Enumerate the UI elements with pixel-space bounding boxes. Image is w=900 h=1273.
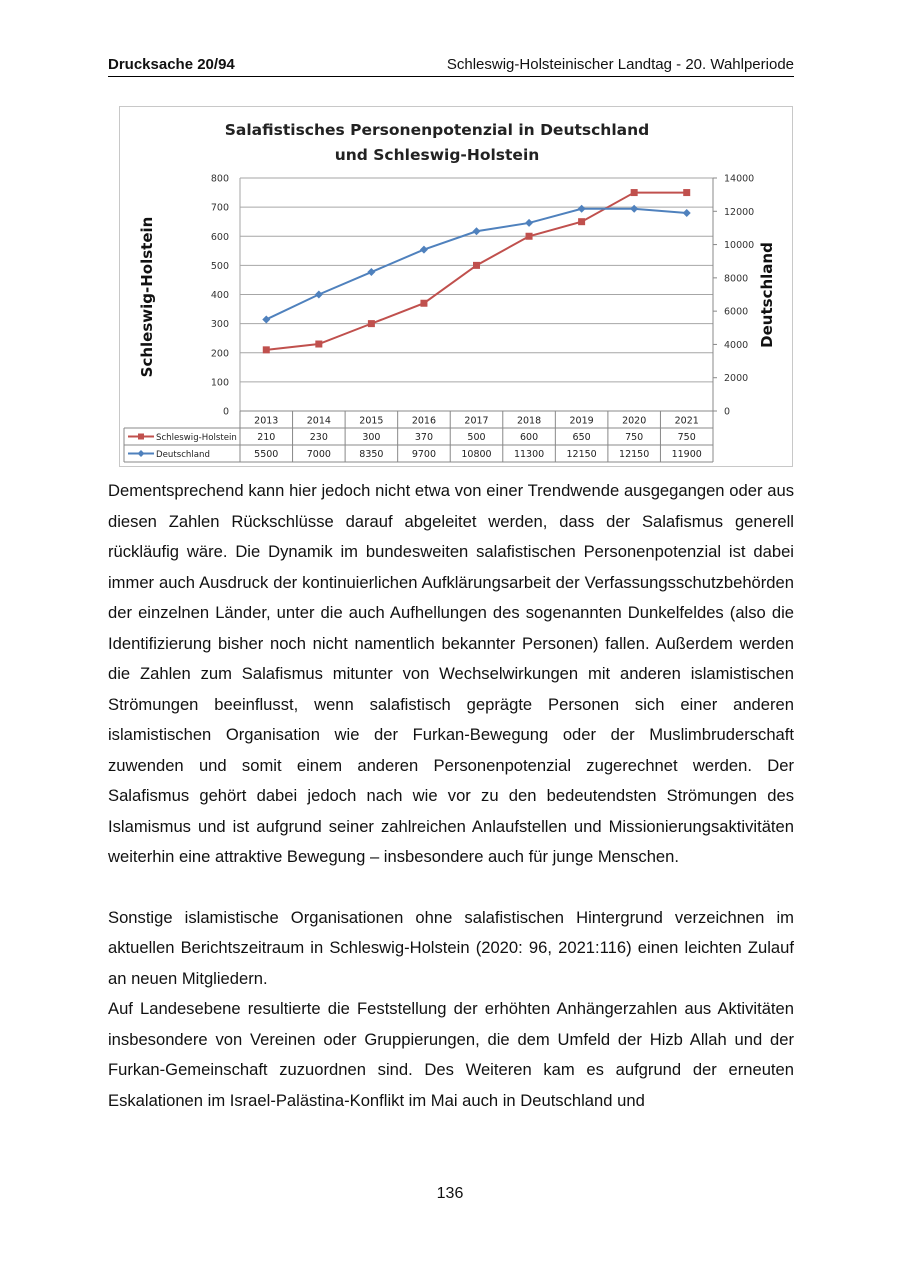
chart-title-line: Salafistisches Personenpotenzial in Deutschland [224, 121, 650, 139]
paragraph-3: Auf Landesebene resultierte die Feststellung der erhöhten Anhängerzahlen aus Aktivitäten insbesondere von Vereinen oder Gruppierungen, die dem Umfeld der Hizb Allah und der Furkan-Gemeinschaft zuzuordnen sind. Des Weiteren kam es aufgrund der erneuten Eskalationen im Israel-Palästina-Konflikt im Mai auch in Deutschland und [108, 999, 794, 1110]
data-point [263, 346, 270, 353]
y-left-tick-label: 600 [210, 231, 229, 243]
y-right-tick-label: 0 [724, 406, 731, 418]
x-tick-label: 2019 [569, 415, 594, 427]
data-point [683, 189, 690, 196]
data-point [262, 315, 270, 323]
y-right-tick-label: 14000 [724, 173, 755, 185]
legend-key-marker [138, 434, 144, 440]
data-label: 11300 [513, 449, 545, 460]
document-number: Drucksache 20/94 [108, 56, 235, 73]
paragraph-2: Sonstige islamistische Organisationen ohne salafistischen Hintergrund verzeichnen im aktuellen Berichtszeitraum in Schleswig-Holstein (2020: 96, 2021:116) einen leichten Zulauf an neuen Mitgliedern. [108, 907, 794, 988]
data-point [315, 291, 323, 299]
x-tick-label: 2014 [306, 415, 331, 427]
x-tick-label: 2016 [411, 415, 437, 427]
data-label: 650 [572, 432, 591, 443]
x-tick-label: 2020 [622, 415, 647, 427]
data-point [578, 205, 586, 213]
series-line [266, 193, 686, 350]
data-point [367, 268, 375, 276]
parliament-title: Schleswig-Holsteinischer Landtag - 20. Wahlperiode [446, 56, 794, 73]
data-label: 12150 [619, 449, 650, 460]
y-right-tick-label: 12000 [724, 206, 755, 218]
data-label: 600 [519, 432, 539, 443]
line-chart [120, 107, 792, 466]
y-right-tick-label: 2000 [724, 373, 749, 385]
data-label: 11900 [671, 449, 702, 460]
legend-label: Schleswig-Holstein [156, 433, 237, 443]
data-label: 10800 [461, 449, 492, 460]
data-label: 500 [467, 432, 486, 443]
y-left-tick-label: 800 [210, 173, 229, 185]
chart-figure [119, 106, 793, 467]
x-tick-label: 2017 [464, 415, 489, 427]
data-point [631, 189, 638, 196]
y-right-tick-label: 10000 [724, 240, 755, 252]
y-left-axis-title: Schleswig-Holstein [138, 216, 156, 378]
data-label: 230 [309, 432, 328, 443]
x-tick-label: 2018 [516, 415, 542, 427]
paragraph-1: Dementsprechend kann hier jedoch nicht etwa von einer Trendwende ausgegangen oder aus diesen Zahlen Rückschlüsse darauf abgeleitet werden, dass der Salafismus generell rückläufig wäre. Die Dynamik im bundesweiten salafistischen Personenpotenzial ist dabei immer auch Ausdruck der kontinuierlichen Aufklärungsarbeit der Verfassungsschutzbehörden der einzelnen Länder, unter die auch Aufhellungen des sogenannten Dunkelfeldes (also die Identifizierung bisher noch nicht namentlich bekannter Personen) fallen. Außerdem werden die Zahlen zum Salafismus mitunter von Wechselwirkungen mit anderen islamistischen Strömungen beeinflusst, wenn salafistisch geprägte Personen sich einer anderen islamistischen Organisation wie der Furkan-Bewegung oder der Muslimbruderschaft zuwenden und somit einem anderen Personenpotenzial zugerechnet werden. Der Salafismus gehört dabei jedoch nach wie vor zu den bedeutendsten Strömungen des Islamismus und ist aufgrund seiner zahlreichen Anlaufstellen und Missionierungsaktivitäten weiterhin eine attraktive Bewegung – insbesondere auch für junge Menschen. [108, 481, 794, 866]
page-number: 136 [436, 1185, 464, 1202]
data-point [683, 209, 691, 217]
data-label: 12150 [566, 449, 597, 460]
data-label: 300 [362, 432, 381, 443]
y-right-tick-label: 8000 [724, 273, 749, 285]
data-label: 7000 [306, 449, 331, 460]
data-point [368, 320, 375, 327]
y-left-tick-label: 0 [222, 406, 229, 418]
y-left-tick-label: 500 [210, 260, 229, 272]
data-label: 750 [625, 432, 644, 443]
data-point [578, 218, 585, 225]
y-left-tick-label: 400 [210, 290, 229, 301]
y-right-axis-title: Deutschland [758, 242, 776, 348]
data-label: 750 [677, 432, 696, 443]
x-tick-label: 2015 [359, 415, 384, 427]
data-label: 210 [257, 432, 276, 443]
legend-label: Deutschland [156, 450, 210, 460]
data-point [630, 205, 638, 213]
data-point [525, 219, 533, 227]
data-label: 370 [414, 432, 434, 443]
y-left-tick-label: 300 [210, 319, 229, 331]
legend-key-marker [138, 450, 145, 457]
body-text [108, 476, 794, 1116]
y-right-tick-label: 6000 [724, 306, 749, 318]
data-point [420, 246, 428, 254]
data-point [526, 233, 533, 240]
y-left-tick-label: 700 [210, 202, 229, 214]
y-left-tick-label: 200 [210, 348, 229, 360]
y-left-tick-label: 100 [210, 377, 229, 389]
chart-title-line: und Schleswig-Holstein [334, 146, 540, 164]
x-tick-label: 2013 [254, 415, 279, 427]
data-label: 9700 [411, 449, 437, 460]
data-point [473, 262, 480, 269]
data-label: 5500 [254, 449, 279, 460]
data-point [473, 227, 481, 235]
data-point [315, 341, 322, 348]
data-label: 8350 [359, 449, 384, 460]
y-right-tick-label: 4000 [724, 339, 749, 351]
x-tick-label: 2021 [674, 415, 699, 427]
page-header [108, 54, 794, 77]
data-point [420, 300, 427, 307]
